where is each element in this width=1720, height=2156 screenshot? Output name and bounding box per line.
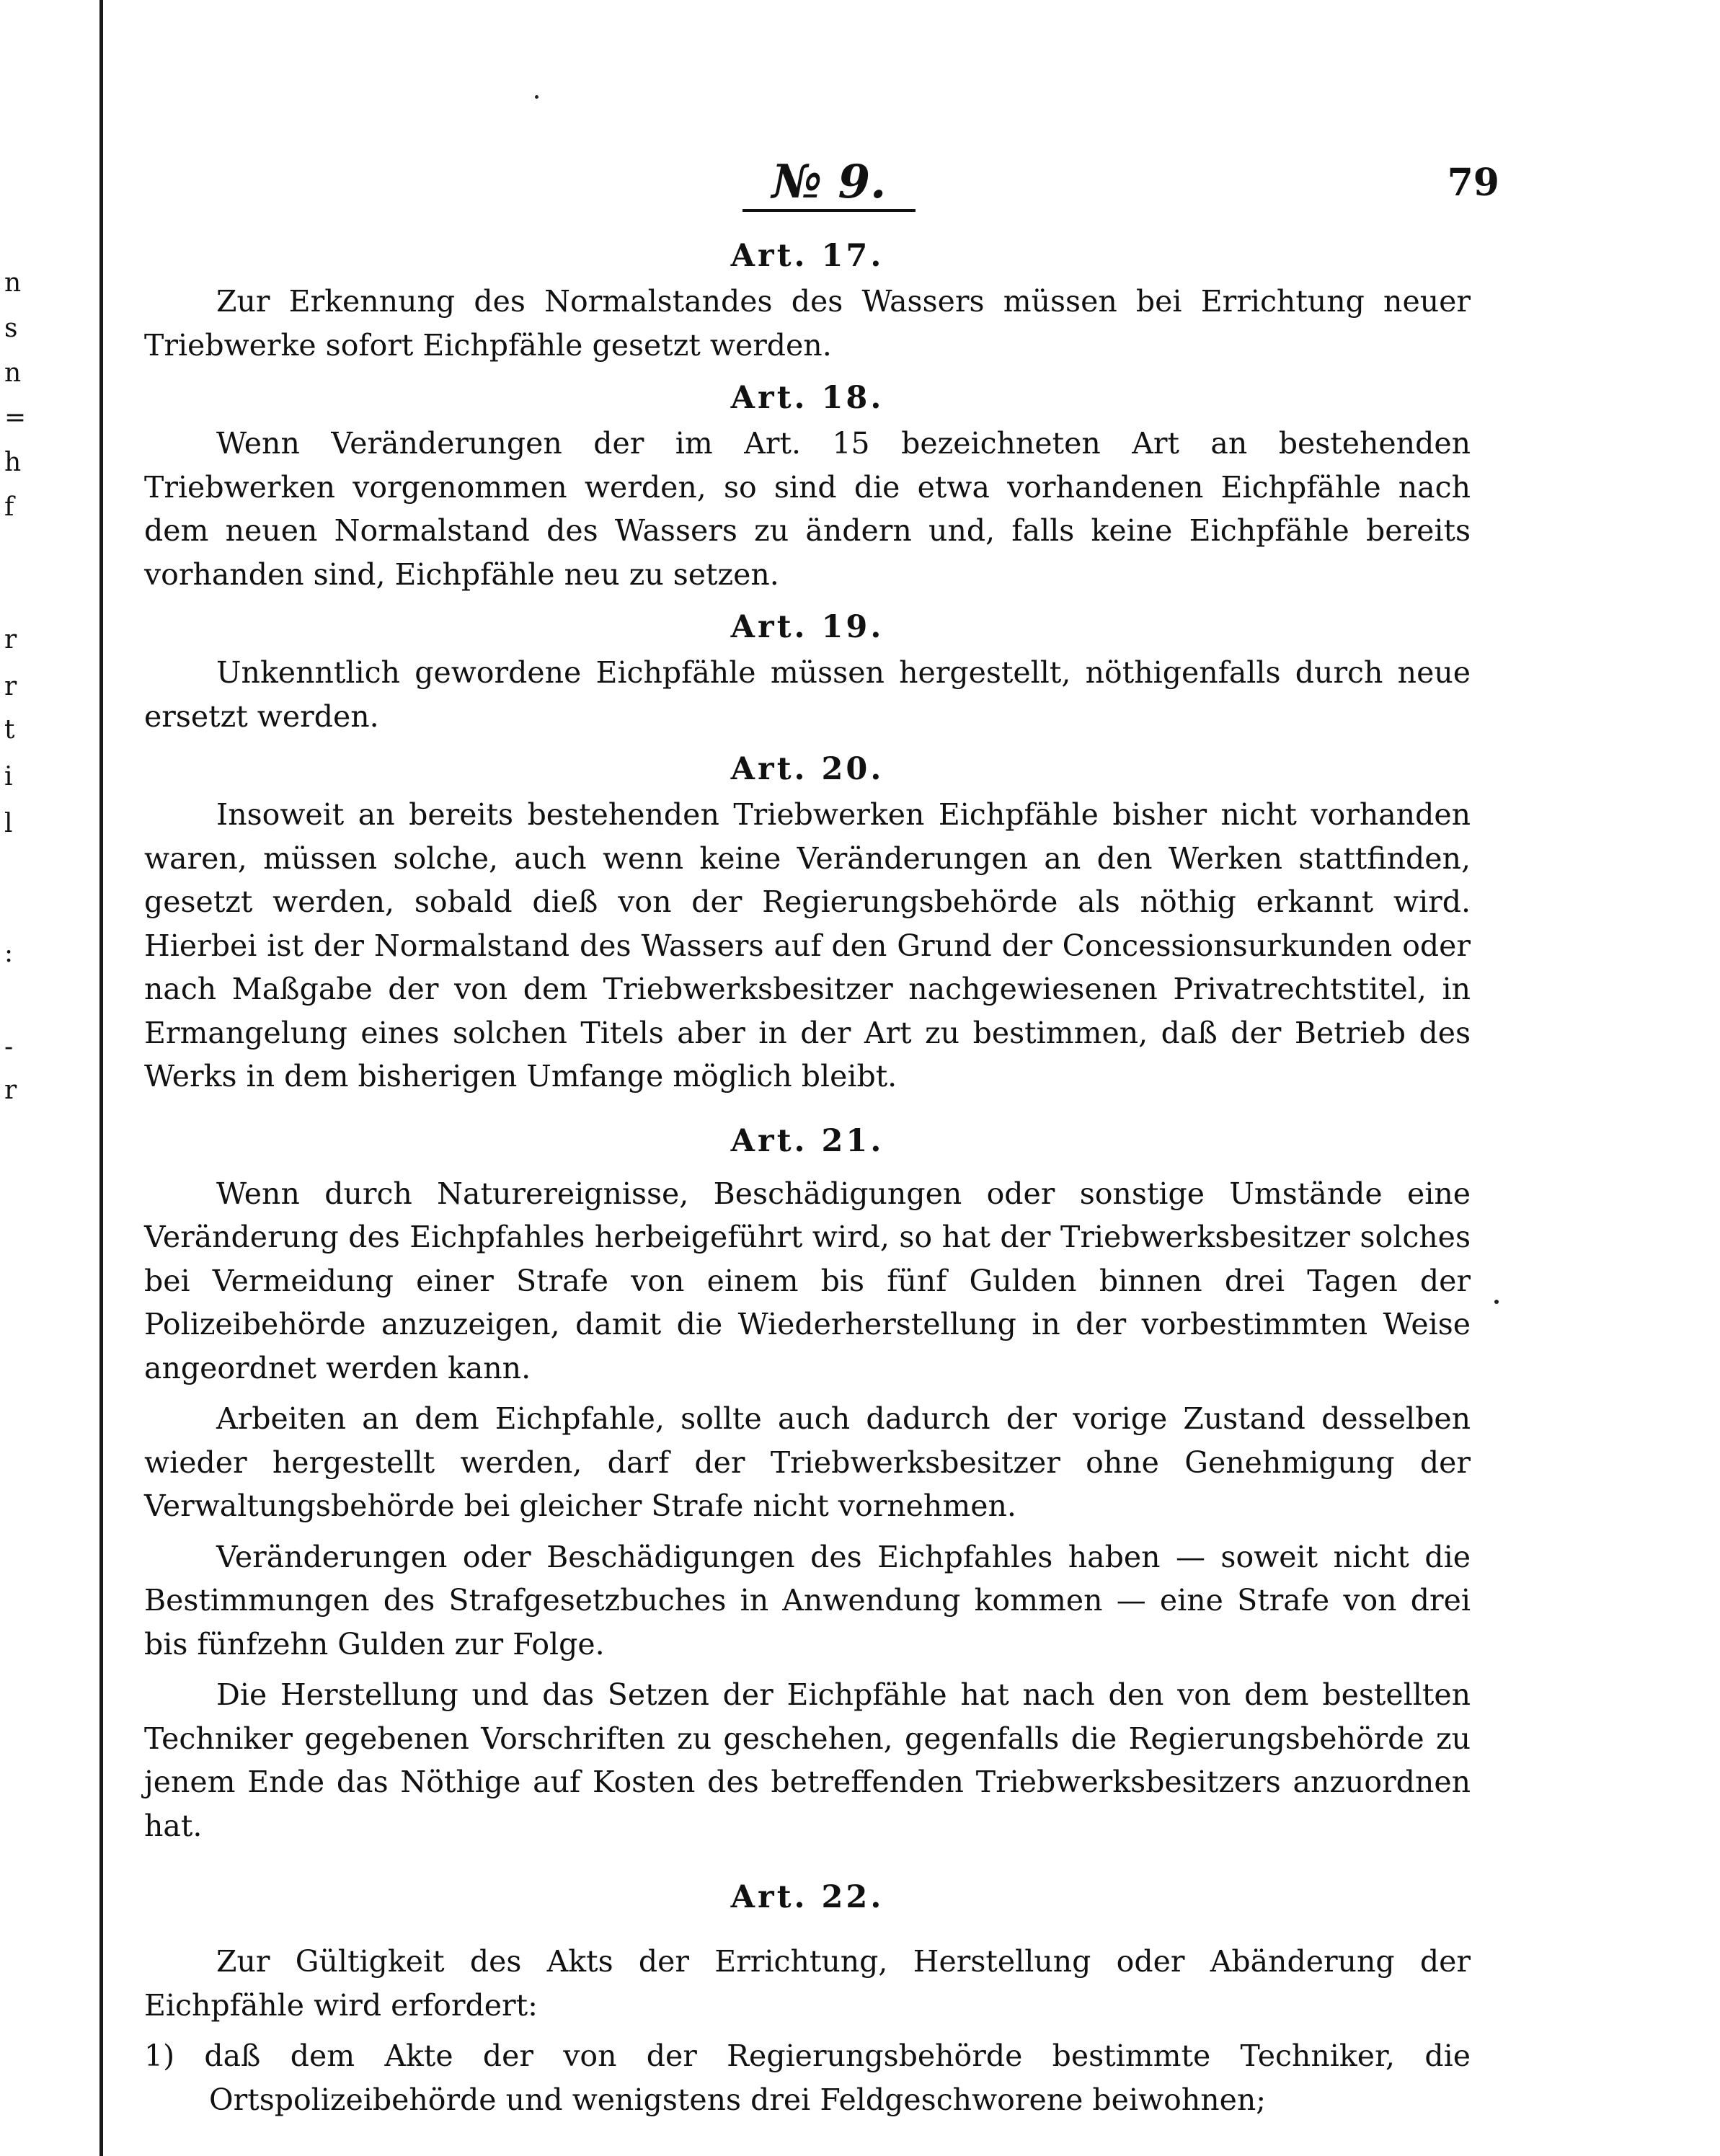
article-heading: Art. 22. — [730, 1879, 885, 1915]
article-heading: Art. 18. — [730, 380, 885, 416]
article-heading: Art. 21. — [730, 1122, 885, 1159]
scan-speck — [535, 95, 538, 99]
gutter-fragment: i — [4, 762, 13, 791]
issue-number: № 9. — [742, 157, 916, 212]
gutter-fragment: r — [4, 672, 17, 701]
gutter-fragment: s — [4, 314, 18, 343]
gutter-fragment: n — [4, 268, 22, 298]
article-heading: Art. 17. — [730, 238, 885, 274]
article-paragraph: Zur Gültigkeit des Akts der Errichtung, Herstellung oder Abänderung der Eichpfähle wird erfordert: — [144, 1944, 1471, 2023]
gutter-fragment: t — [4, 715, 15, 745]
gutter-fragment: r — [4, 625, 17, 655]
article-paragraph: Insoweit an bereits bestehenden Triebwerken Eichpfähle bisher nicht vorhanden waren, müssen solche, auch wenn keine Veränderungen an den Werken stattfinden, gesetzt werden, sobald dieß von der Regierungsbehörde als nöthig erkannt wird. Hierbei ist der Normalstand des Wassers auf den Grund der Concessionsurkunden oder nach Maßgabe der von dem Triebwerksbesitzer nachgewiesenen Privatrechtstitel, in Ermangelung eines solchen Titels aber in der Art zu bestimmen, daß der Betrieb des Werks in dem bisherigen Umfange möglich bleibt. — [144, 797, 1471, 1093]
document-body — [144, 232, 1471, 2121]
gutter-fragment: f — [4, 492, 14, 522]
gutter-fragment: - — [4, 1032, 14, 1062]
gutter-fragment: n — [4, 358, 22, 388]
gutter-fragment: = — [4, 403, 27, 432]
article-paragraph: Zur Erkennung des Normalstandes des Wassers müssen bei Errichtung neuer Triebwerke sofort Eichpfähle gesetzt werden. — [144, 284, 1471, 363]
article-heading: Art. 19. — [730, 609, 885, 645]
numbered-item: 1) daß dem Akte der von der Regierungsbehörde bestimmte Techniker, die Ortspolizeibehörde und wenigstens drei Feldgeschworene beiwohnen; — [144, 2039, 1471, 2117]
article-paragraph: Veränderungen oder Beschädigungen des Eichpfahles haben — soweit nicht die Bestimmungen des Strafgesetzbuches in Anwendung kommen — eine Strafe von drei bis fünfzehn Gulden zur Folge. — [144, 1539, 1471, 1662]
scan-speck — [1494, 1300, 1499, 1304]
gutter-binding-edge — [99, 0, 103, 2156]
gutter-fragment: : — [4, 939, 14, 968]
page-number: 79 — [1447, 161, 1499, 205]
gutter-fragment: l — [4, 809, 13, 838]
article-paragraph: Unkenntlich gewordene Eichpfähle müssen hergestellt, nöthigenfalls durch neue ersetzt werden. — [144, 655, 1471, 734]
article-paragraph: Wenn Veränderungen der im Art. 15 bezeichneten Art an bestehenden Triebwerken vorgenommen werden, so sind die etwa vorhandenen Eichpfähle nach dem neuen Normalstand des Wassers zu ändern und, falls keine Eichpfähle bereits vorhanden sind, Eichpfähle neu zu setzen. — [144, 426, 1471, 592]
article-paragraph: Wenn durch Naturereignisse, Beschädigungen oder sonstige Umstände eine Veränderung des Eichpfahles herbeigeführt wird, so hat der Triebwerksbesitzer solches bei Vermeidung einer Strafe von einem bis fünf Gulden binnen drei Tagen der Polizeibehörde anzuzeigen, damit die Wiederherstellung in der vorbestimmten Weise angeordnet werden kann. — [144, 1176, 1471, 1385]
article-paragraph: Arbeiten an dem Eichpfahle, sollte auch dadurch der vorige Zustand desselben wieder hergestellt werden, darf der Triebwerksbesitzer ohne Genehmigung der Verwaltungsbehörde bei gleicher Strafe nicht vornehmen. — [144, 1401, 1471, 1523]
gutter-fragment: r — [4, 1075, 17, 1105]
article-paragraph: Die Herstellung und das Setzen der Eichpfähle hat nach den von dem bestellten Techniker gegebenen Vorschriften zu geschehen, gegenfalls die Regierungsbehörde zu jenem Ende das Nöthige auf Kosten des betreffenden Triebwerksbesitzers anzuordnen hat. — [144, 1677, 1471, 1843]
article-heading: Art. 20. — [730, 751, 885, 787]
gutter-fragment: h — [4, 448, 22, 477]
